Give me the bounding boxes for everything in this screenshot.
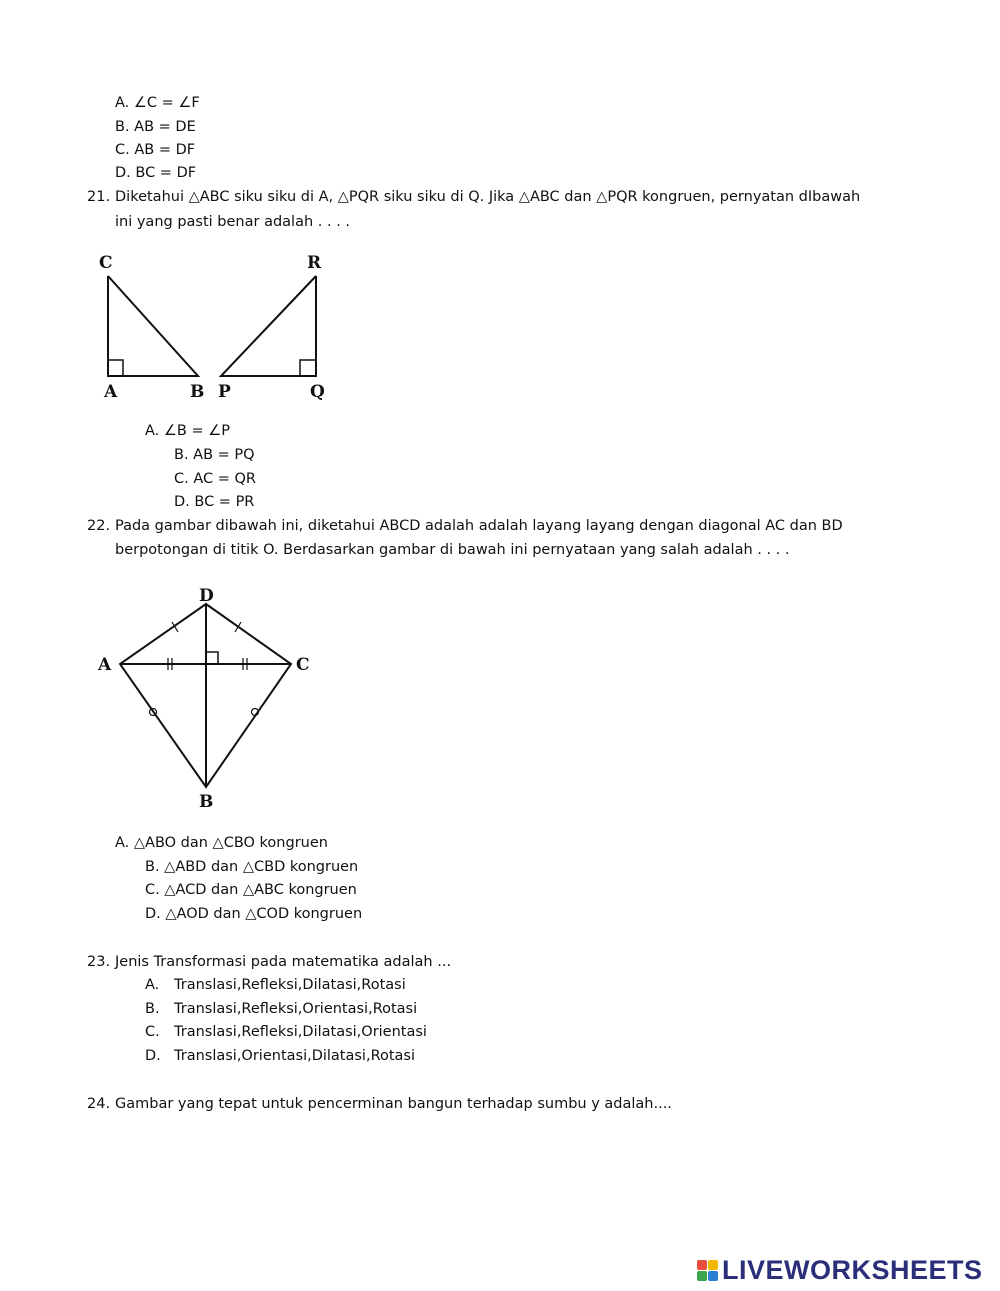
q22-option-b: B. △ABD dan △CBD kongruen <box>145 859 359 875</box>
logo-square-2 <box>708 1260 718 1270</box>
q22-text-line1: Pada gambar dibawah ini, diketahui ABCD adalah adalah layang layang dengan diagonal AC dan BD <box>115 518 843 534</box>
q20-option-b: B. AB = DE <box>115 119 196 135</box>
q21-number: 21. <box>87 189 111 205</box>
label-q: Q <box>310 382 325 402</box>
q23-option-d-text: Translasi,Orientasi,Dilatasi,Rotasi <box>174 1048 416 1064</box>
label-r: R <box>307 253 322 273</box>
logo-square-1 <box>697 1260 707 1270</box>
q21-text-line2: ini yang pasti benar adalah . . . . <box>115 214 351 230</box>
q21-option-b: B. AB = PQ <box>174 447 255 463</box>
label-a: A <box>104 382 118 402</box>
q21-text-line1: Diketahui △ABC siku siku di A, △PQR siku siku di Q. Jika △ABC dan △PQR kongruen, pernyatan dIbawah <box>115 189 861 205</box>
q24-text: Gambar yang tepat untuk pencerminan bangun terhadap sumbu y adalah.... <box>115 1096 672 1112</box>
q22-option-d: D. △AOD dan △COD kongruen <box>145 906 363 922</box>
q23-text: Jenis Transformasi pada matematika adalah ... <box>115 954 452 970</box>
q22-text-line2: berpotongan di titik O. Berdasarkan gambar di bawah ini pernyataan yang salah adalah . . . . <box>115 542 790 558</box>
logo-square-3 <box>697 1271 707 1281</box>
q20-option-d: D. BC = DF <box>115 165 197 181</box>
q21-option-a: A. ∠B = ∠P <box>145 423 230 439</box>
q22-option-c: C. △ACD dan △ABC kongruen <box>145 882 357 898</box>
label-b: B <box>190 382 205 402</box>
triangle-abc <box>108 276 198 376</box>
q23-option-b-text: Translasi,Refleksi,Orientasi,Rotasi <box>174 1001 418 1017</box>
q24-number: 24. <box>87 1096 111 1112</box>
q23-option-b-letter: B. <box>145 1001 160 1017</box>
q23-option-c-text: Translasi,Refleksi,Dilatasi,Orientasi <box>174 1024 427 1040</box>
logo-mark-icon <box>697 1260 718 1281</box>
q22-kite-figure <box>90 582 330 814</box>
q21-option-c: C. AC = QR <box>174 471 256 487</box>
q21-option-d: D. BC = PR <box>174 494 255 510</box>
label-p: P <box>218 382 231 402</box>
label-c: C <box>99 253 113 273</box>
right-angle-a <box>108 360 123 376</box>
right-angle-o <box>206 652 218 664</box>
label-c: C <box>296 655 310 675</box>
logo-text: LIVEWORKSHEETS <box>722 1254 983 1285</box>
q23-number: 23. <box>87 954 111 970</box>
right-angle-q <box>300 360 316 376</box>
q23-option-d-letter: D. <box>145 1048 161 1064</box>
q20-option-c: C. AB = DF <box>115 142 196 158</box>
q23-option-a-letter: A. <box>145 977 160 993</box>
label-b: B <box>199 792 214 812</box>
q23-option-a-text: Translasi,Refleksi,Dilatasi,Rotasi <box>174 977 406 993</box>
label-a: A <box>98 655 112 675</box>
q22-number: 22. <box>87 518 111 534</box>
logo-square-4 <box>708 1271 718 1281</box>
q21-figure <box>90 248 340 408</box>
q23-option-c-letter: C. <box>145 1024 160 1040</box>
triangle-pqr <box>221 276 316 376</box>
label-d: D <box>199 586 214 606</box>
liveworksheets-logo <box>697 1254 983 1286</box>
q20-option-a: A. ∠C = ∠F <box>115 95 200 111</box>
q22-option-a: A. △ABO dan △CBO kongruen <box>115 835 328 851</box>
